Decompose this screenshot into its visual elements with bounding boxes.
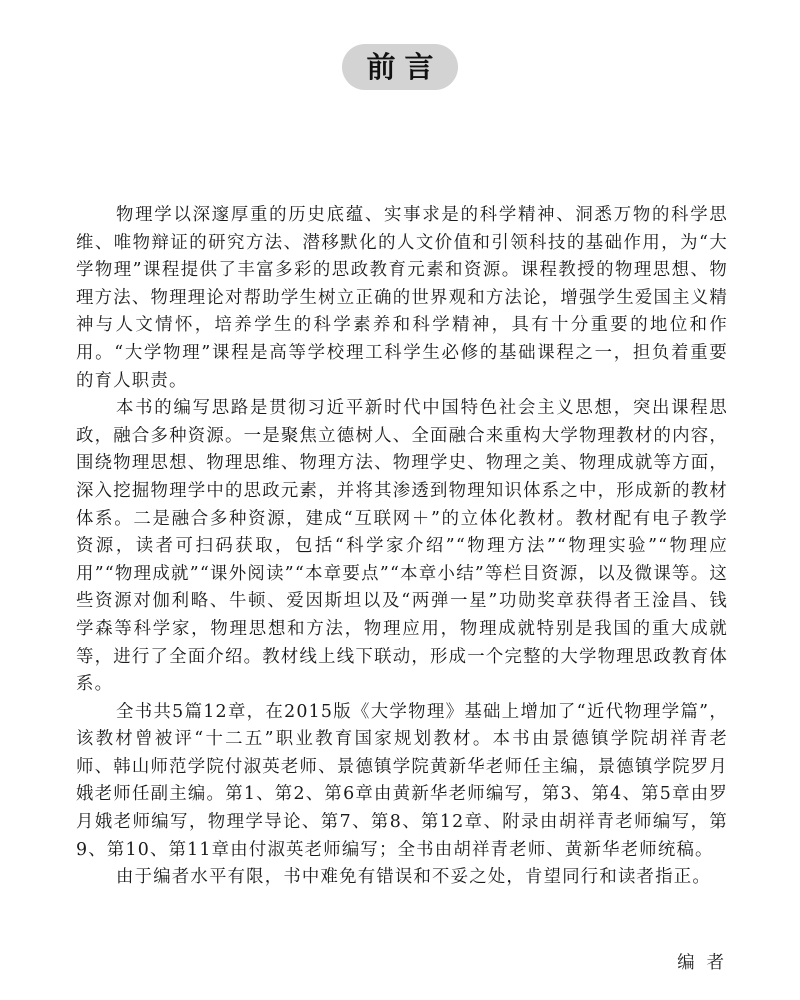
title-area — [0, 44, 800, 90]
paragraph-4: 由于编者水平有限，书中难免有错误和不妥之处，肯望同行和读者指正。 — [116, 867, 711, 888]
paragraph-1: 物理学以深邃厚重的历史底蕴、实事求是的科学精神、洞悉万物的科学思维、唯物辩证的研究方法、潜移默化的人文价值和引领科技的基础作用，为“大学物理”课程提供了丰富多彩的思政教育元素和资源。课程教授的物理思想、物理方法、物理理论对帮助学生树立正确的世界观和方法论，增强学生爱国主义精神与人文情怀，培养学生的科学素养和科学精神，具有十分重要的地位和作用。“大学物理”课程是高等学校理工科学生必修的基础课程之一，担负着重要的育人职责。 — [76, 205, 728, 391]
preface-body — [76, 202, 728, 892]
author-signature: 编者 — [677, 953, 736, 973]
paragraph-3: 全书共5篇12章，在2015版《大学物理》基础上增加了“近代物理学篇”，该教材曾被评“十二五”职业教育国家规划教材。本书由景德镇学院胡祥青老师、韩山师范学院付淑英老师、景德镇学院黄新华老师任主编，景德镇学院罗月娥老师任副主编。第1、第2、第6章由黄新华老师编写，第3、第4、第5章由罗月娥老师编写，物理学导论、第7、第8、第12章、附录由胡祥青老师编写，第9、第10、第11章由付淑英老师编写；全书由胡祥青老师、黄新华老师统稿。 — [76, 701, 728, 860]
paragraph-2: 本书的编写思路是贯彻习近平新时代中国特色社会主义思想，突出课程思政，融合多种资源。一是聚焦立德树人、全面融合来重构大学物理教材的内容，围绕物理思想、物理思维、物理方法、物理学史、物理之美、物理成就等方面，深入挖掘物理学中的思政元素，并将其渗透到物理知识体系之中，形成新的教材体系。二是融合多种资源，建成“互联网＋”的立体化教材。教材配有电子教学资源，读者可扫码获取，包括“科学家介绍”“物理方法”“物理实验”“物理应用”“物理成就”“课外阅读”“本章要点”“本章小结”等栏目资源，以及微课等。这些资源对伽利略、牛顿、爱因斯坦以及“两弹一星”功勋奖章获得者王淦昌、钱学森等科学家，物理思想和方法，物理应用，物理成就特别是我国的重大成就等，进行了全面介绍。教材线上线下联动，形成一个完整的大学物理思政教育体系。 — [76, 398, 728, 695]
title-badge — [342, 44, 458, 90]
page-title: 前言 — [366, 49, 443, 84]
